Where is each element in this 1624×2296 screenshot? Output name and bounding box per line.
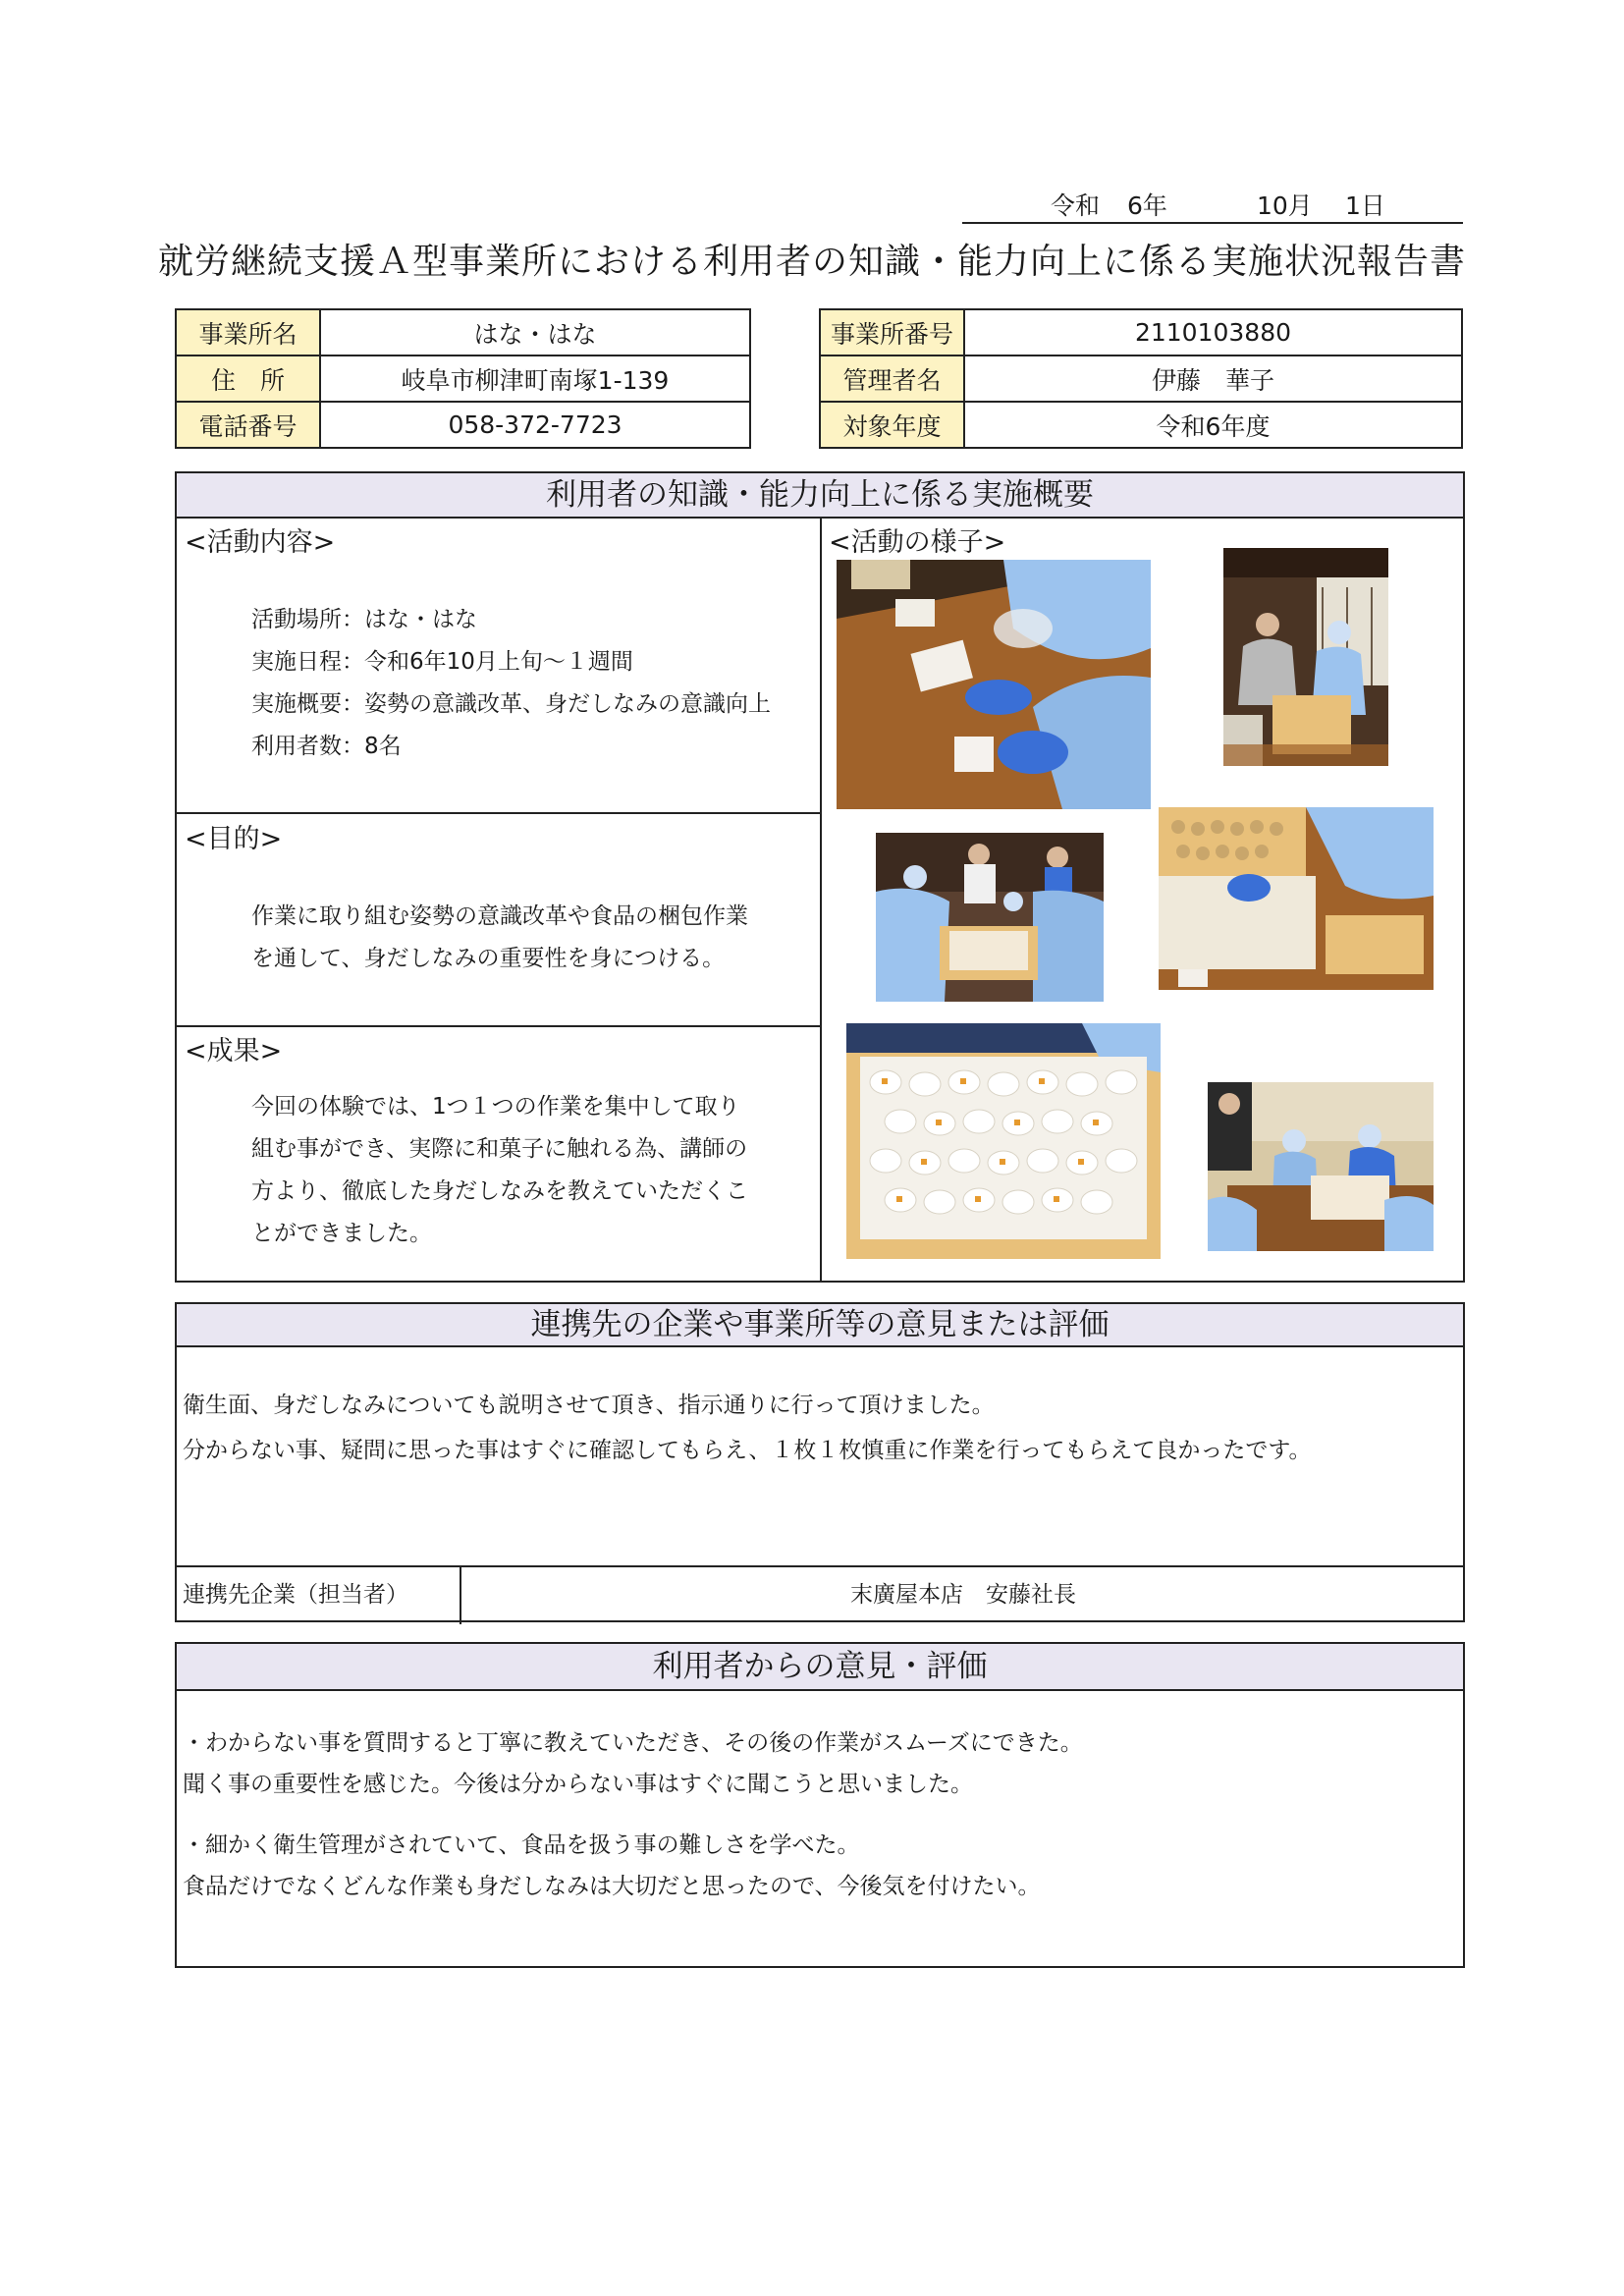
phone-value: 058-372-7723 xyxy=(320,402,750,448)
activity-line: 活動場所：はな・はな xyxy=(251,607,477,632)
user-evaluation-line: 食品だけでなくどんな作業も身だしなみは大切だと思ったので、今後気を付けたい。 xyxy=(183,1874,1041,1899)
partner-evaluation-line: 衛生面、身だしなみについても説明させて頂き、指示通りに行って頂けました。 xyxy=(183,1393,995,1418)
user-evaluation-line: 聞く事の重要性を感じた。今後は分からない事はすぐに聞こうと思いました。 xyxy=(183,1772,973,1797)
activity-line: 利用者数：8名 xyxy=(251,734,402,759)
date-year: 6年 xyxy=(1127,191,1167,220)
activity-photo-4 xyxy=(1159,807,1434,990)
facility-info-table xyxy=(175,308,751,449)
row-divider xyxy=(177,1025,821,1027)
overview-header: 利用者の知識・能力向上に係る実施概要 xyxy=(177,473,1463,519)
activity-title: <活動内容> xyxy=(185,527,336,558)
purpose-title: <目的> xyxy=(185,824,283,854)
manager-value: 伊藤 華子 xyxy=(964,355,1462,402)
photos-title: <活動の様子> xyxy=(829,527,1006,558)
facility-admin-table xyxy=(819,308,1463,449)
partner-company-row xyxy=(177,1565,1463,1624)
facility-name-label: 事業所名 xyxy=(176,309,320,355)
activity-photo-1 xyxy=(837,560,1151,809)
page-title: 就労継続支援Ａ型事業所における利用者の知識・能力向上に係る実施状況報告書 xyxy=(157,242,1466,282)
result-content xyxy=(251,1086,748,1255)
target-year-label: 対象年度 xyxy=(820,402,964,448)
activity-content xyxy=(251,599,771,768)
date-month: 10月 xyxy=(1257,191,1313,220)
partner-evaluation-line: 分からない事、疑問に思った事はすぐに確認してもらえ、１枚１枚慎重に作業を行ってもらえて良かったです。 xyxy=(183,1438,1312,1463)
facility-number-label: 事業所番号 xyxy=(820,309,964,355)
column-divider xyxy=(820,517,822,1283)
result-title: <成果> xyxy=(185,1036,283,1066)
result-line: 方より、徹底した身だしなみを教えていただくこ xyxy=(251,1178,748,1204)
purpose-content xyxy=(251,896,748,980)
partner-evaluation-section xyxy=(175,1302,1465,1622)
result-line: 組む事ができ、実際に和菓子に触れる為、講師の xyxy=(251,1136,748,1162)
activity-photo-2 xyxy=(1223,548,1388,766)
user-evaluation-text xyxy=(183,1722,1083,1907)
user-evaluation-line: ・わからない事を質問すると丁寧に教えていただき、その後の作業がスムーズにできた。 xyxy=(183,1730,1083,1756)
address-value: 岐阜市柳津町南塚1-139 xyxy=(320,355,750,402)
date-day: 1日 xyxy=(1345,191,1385,220)
activity-line: 実施日程：令和6年10月上旬～１週間 xyxy=(251,649,633,675)
purpose-line: 作業に取り組む姿勢の意識改革や食品の梱包作業 xyxy=(251,903,748,929)
report-date xyxy=(962,183,1463,224)
activity-photo-3 xyxy=(876,833,1104,1002)
address-label: 住 所 xyxy=(176,355,320,402)
phone-label: 電話番号 xyxy=(176,402,320,448)
partner-evaluation-text xyxy=(183,1383,1312,1473)
overview-section xyxy=(175,471,1465,1283)
target-year-value: 令和6年度 xyxy=(964,402,1462,448)
partner-company-value: 末廣屋本店 安藤社長 xyxy=(850,1582,1076,1608)
activity-line: 実施概要：姿勢の意識改革、身だしなみの意識向上 xyxy=(251,691,771,717)
row-divider xyxy=(177,812,821,814)
purpose-line: を通して、身だしなみの重要性を身につける。 xyxy=(251,946,726,971)
partner-evaluation-header: 連携先の企業や事業所等の意見または評価 xyxy=(177,1304,1463,1347)
user-evaluation-header: 利用者からの意見・評価 xyxy=(177,1644,1463,1691)
activity-photo-5 xyxy=(846,1023,1161,1259)
result-line: 今回の体験では、1つ１つの作業を集中して取り xyxy=(251,1094,740,1120)
partner-company-label: 連携先企業（担当者） xyxy=(177,1567,461,1624)
user-evaluation-section xyxy=(175,1642,1465,1968)
facility-number-value: 2110103880 xyxy=(964,309,1462,355)
date-era: 令和 xyxy=(1051,191,1101,220)
manager-label: 管理者名 xyxy=(820,355,964,402)
activity-photo-6 xyxy=(1208,1082,1434,1251)
result-line: とができました。 xyxy=(251,1221,432,1246)
facility-name-value: はな・はな xyxy=(320,309,750,355)
user-evaluation-line: ・細かく衛生管理がされていて、食品を扱う事の難しさを学べた。 xyxy=(183,1832,860,1858)
